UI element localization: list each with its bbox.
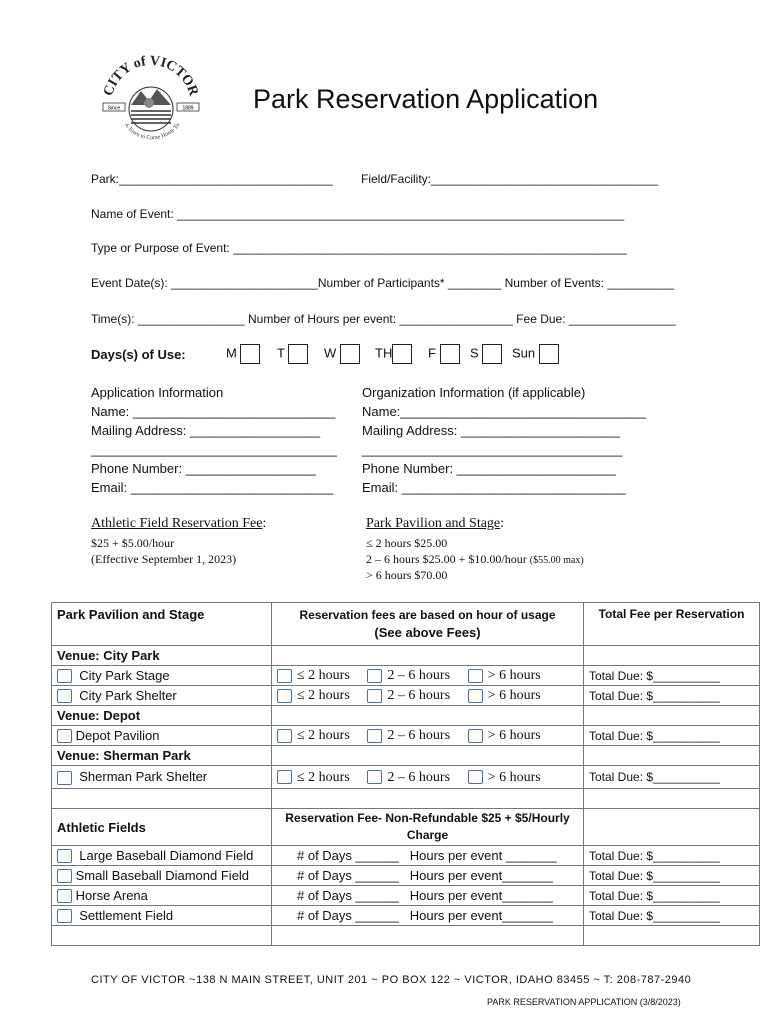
city-park-shelter-checkbox[interactable]: [57, 689, 72, 703]
pavilion-fee-tier3: > 6 hours $70.00: [366, 568, 448, 582]
city-logo: [93, 53, 208, 148]
city-park-shelter-cell[interactable]: City Park Shelter: [52, 686, 272, 706]
day-t[interactable]: T: [277, 344, 308, 364]
day-m[interactable]: M: [226, 344, 260, 364]
horse-arena-total[interactable]: Total Due: $__________: [584, 886, 760, 906]
days-label: Days(s) of Use:: [91, 347, 186, 362]
venue-depot: Venue: Depot: [52, 706, 272, 726]
footer-address: CITY OF VICTOR ~138 N MAIN STREET, UNIT 201 ~ PO BOX 122 ~ VICTOR, IDAHO 83455 ~ T: 208-787-2940: [91, 974, 692, 986]
city-park-stage-cell[interactable]: City Park Stage: [52, 666, 272, 686]
table-row: Depot Pavilion ≤ 2 hours 2 – 6 hours > 6 hours Total Due: $__________: [52, 726, 760, 746]
total-fee-header: Total Fee per Reservation: [584, 603, 760, 646]
pavilion-fee-tier2: 2 – 6 hours $25.00 + $10.00/hour ($55.00 max): [366, 552, 584, 566]
organization-mailing-line2[interactable]: ____________________________________: [362, 442, 623, 457]
organization-info-heading: Organization Information (if applicable): [362, 385, 586, 400]
sherman-2-6h-checkbox[interactable]: [367, 770, 382, 784]
small-baseball-hours[interactable]: Hours per event_______: [409, 868, 553, 883]
venue-sherman-park: Venue: Sherman Park: [52, 746, 272, 766]
athletic-fee-heading: Athletic Field Reservation Fee:: [91, 516, 267, 531]
times-field[interactable]: Time(s): ________________ Number of Hours per event: _________________ Fee Due: ________________: [91, 312, 676, 326]
large-baseball-days[interactable]: # of Days ______: [297, 848, 399, 863]
large-baseball-total[interactable]: Total Due: $__________: [584, 846, 760, 866]
day-w-box[interactable]: [340, 344, 360, 364]
day-w[interactable]: W: [324, 344, 360, 364]
applicant-email-field[interactable]: Email: ____________________________: [91, 480, 334, 495]
settlement-total[interactable]: Total Due: $__________: [584, 906, 760, 926]
day-s[interactable]: S: [470, 344, 502, 364]
small-baseball-total[interactable]: Total Due: $__________: [584, 866, 760, 886]
page-title: Park Reservation Application: [253, 84, 599, 114]
city-stage-6h-checkbox[interactable]: [468, 669, 483, 683]
pavilion-fee-header: Reservation fees are based on hour of usage (See above Fees): [272, 603, 584, 646]
applicant-mailing-field[interactable]: Mailing Address: __________________: [91, 423, 321, 438]
settlement-days[interactable]: # of Days ______: [297, 908, 399, 923]
city-shelter-total[interactable]: Total Due: $__________: [584, 686, 760, 706]
city-stage-2h-checkbox[interactable]: [277, 669, 292, 683]
reservation-table: [51, 602, 760, 946]
large-baseball-checkbox[interactable]: [57, 849, 72, 863]
small-baseball-checkbox[interactable]: [57, 869, 72, 883]
day-sun[interactable]: Sun: [512, 344, 559, 364]
table-row: Sherman Park Shelter ≤ 2 hours 2 – 6 hours > 6 hours Total Due: $__________: [52, 766, 760, 789]
athletic-fee-header: Reservation Fee- Non-Refundable $25 + $5/Hourly Charge: [272, 809, 584, 846]
table-row: [52, 906, 760, 926]
day-s-box[interactable]: [482, 344, 502, 364]
table-row: [52, 866, 760, 886]
depot-total[interactable]: Total Due: $__________: [584, 726, 760, 746]
sherman-total[interactable]: Total Due: $__________: [584, 766, 760, 789]
event-type-field[interactable]: Type or Purpose of Event: ___________________________________________________________: [91, 241, 627, 255]
athletic-header-row: [52, 809, 760, 846]
organization-phone-field[interactable]: Phone Number: ______________________: [362, 461, 616, 476]
day-sun-box[interactable]: [539, 344, 559, 364]
logo-text: CITY of VICTOR: [101, 53, 201, 98]
day-f[interactable]: F: [428, 344, 460, 364]
small-baseball-cell[interactable]: Small Baseball Diamond Field: [52, 866, 272, 886]
settlement-hours[interactable]: Hours per event_______: [409, 908, 553, 923]
sherman-6h-checkbox[interactable]: [468, 770, 483, 784]
logo-since: Since: [107, 105, 121, 112]
city-stage-2-6h-checkbox[interactable]: [367, 669, 382, 683]
pavilion-fee-heading: Park Pavilion and Stage:: [366, 516, 505, 531]
pavilion-fee-tier1: ≤ 2 hours $25.00: [366, 536, 448, 550]
horse-arena-hours[interactable]: Hours per event_______: [409, 888, 553, 903]
athletic-fee-effective: (Effective September 1, 2023): [91, 552, 237, 566]
footer-form-id: PARK RESERVATION APPLICATION (3/8/2023): [487, 997, 681, 1007]
logo-year: 1889: [182, 105, 194, 112]
depot-2h-checkbox[interactable]: [277, 729, 292, 743]
application-info-heading: Application Information: [91, 385, 224, 400]
organization-name-field[interactable]: Name:__________________________________: [362, 404, 647, 419]
table-row: City Park Stage ≤ 2 hours 2 – 6 hours > 6 hours Total Due: $__________: [52, 666, 760, 686]
depot-pavilion-cell[interactable]: Depot Pavilion: [52, 726, 272, 746]
facility-field[interactable]: Field/Facility:__________________________________: [361, 172, 658, 186]
applicant-phone-field[interactable]: Phone Number: __________________: [91, 461, 316, 476]
large-baseball-cell[interactable]: Large Baseball Diamond Field: [52, 846, 272, 866]
day-f-box[interactable]: [440, 344, 460, 364]
event-name-field[interactable]: Name of Event: ___________________________________________________________________: [91, 207, 625, 221]
city-seal-icon: [93, 53, 208, 148]
horse-arena-days[interactable]: # of Days ______: [297, 888, 399, 903]
athletic-fields-header: Athletic Fields: [52, 809, 272, 846]
sherman-shelter-cell[interactable]: Sherman Park Shelter: [52, 766, 272, 789]
sherman-2h-checkbox[interactable]: [277, 770, 292, 784]
day-th-box[interactable]: [392, 344, 412, 364]
city-park-stage-checkbox[interactable]: [57, 669, 72, 683]
city-shelter-2-6h-checkbox[interactable]: [367, 689, 382, 703]
day-th[interactable]: TH: [375, 344, 412, 364]
settlement-field-checkbox[interactable]: [57, 909, 72, 923]
applicant-name-field[interactable]: Name: ____________________________: [91, 404, 336, 419]
horse-arena-cell[interactable]: Horse Arena: [52, 886, 272, 906]
city-shelter-2h-checkbox[interactable]: [277, 689, 292, 703]
pavilion-header: Park Pavilion and Stage: [52, 603, 272, 646]
park-field[interactable]: Park:________________________________: [91, 172, 333, 186]
venue-city-park: Venue: City Park: [52, 646, 272, 666]
sherman-shelter-checkbox[interactable]: [57, 771, 72, 785]
table-header-row: [52, 603, 760, 646]
horse-arena-checkbox[interactable]: [57, 889, 72, 903]
settlement-field-cell[interactable]: Settlement Field: [52, 906, 272, 926]
depot-2-6h-checkbox[interactable]: [367, 729, 382, 743]
logo-motto: A Town to Come Home To: [122, 122, 182, 142]
table-row: [52, 886, 760, 906]
day-m-box[interactable]: [240, 344, 260, 364]
applicant-mailing-line2[interactable]: __________________________________: [91, 442, 337, 457]
depot-pavilion-checkbox[interactable]: [57, 729, 72, 743]
table-row: City Park Shelter ≤ 2 hours 2 – 6 hours > 6 hours Total Due: $__________: [52, 686, 760, 706]
event-dates-field[interactable]: Event Date(s): ______________________Number of Participants* ________ Number of Events: __________: [91, 276, 675, 290]
city-shelter-6h-checkbox[interactable]: [468, 689, 483, 703]
athletic-fee-rate: $25 + $5.00/hour: [91, 536, 175, 550]
small-baseball-days[interactable]: # of Days ______: [297, 868, 399, 883]
organization-email-field[interactable]: Email: _______________________________: [362, 480, 626, 495]
organization-mailing-field[interactable]: Mailing Address: ______________________: [362, 423, 621, 438]
table-row: [52, 846, 760, 866]
day-t-box[interactable]: [288, 344, 308, 364]
large-baseball-hours[interactable]: Hours per event _______: [409, 848, 557, 863]
city-stage-total[interactable]: Total Due: $__________: [584, 666, 760, 686]
depot-6h-checkbox[interactable]: [468, 729, 483, 743]
